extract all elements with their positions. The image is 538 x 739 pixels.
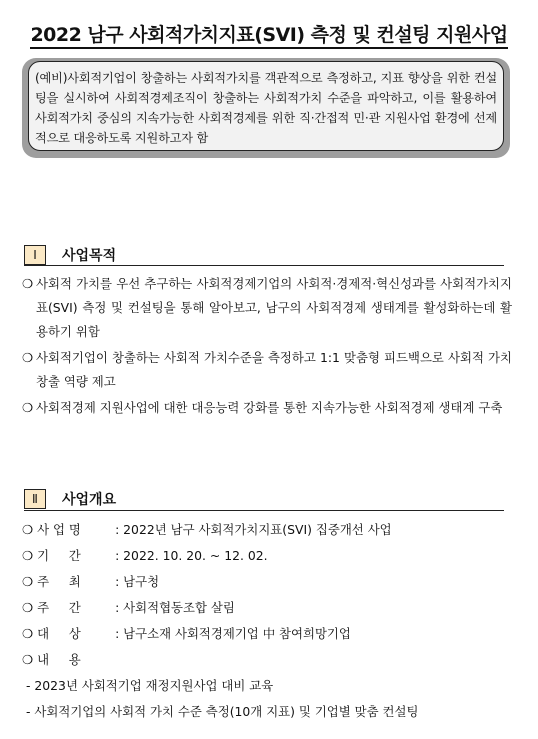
overview-value: : 2022. 10. 20. ~ 12. 02. (115, 548, 268, 563)
overview-key: 대 상 (37, 626, 81, 641)
circle-bullet-icon: ❍ (22, 626, 34, 641)
intro-box: (예비)사회적기업이 창출하는 사회적가치를 객관적으로 측정하고, 지표 향상을 위한 컨설팅을 실시하여 사회적경제조직이 창출하는 사회적가치 수준을 파악하고, 이를 활용하여 사회적가치 중심의 지속가능한 사회적경제를 위한 직·간접적 민·관 지원사업 환경에 선제적으로 대응하도록 지원하고자 함 (28, 61, 504, 151)
purpose-item: ❍ 사회적 가치를 우선 추구하는 사회적경제기업의 사회적·경제적·혁신성과를 사회적가치지표(SVI) 측정 및 컨설팅을 통해 알아보고, 남구의 사회적경제 생태계를 활성화하는데 활용하기 위함 (22, 272, 512, 344)
content-item: - 2023년 사회적기업 재정지원사업 대비 교육 (26, 678, 274, 693)
overview-value: : 사회적협동조합 살림 (115, 600, 235, 615)
overview-value: : 남구청 (115, 574, 160, 589)
overview-row (22, 624, 351, 644)
overview-row (22, 546, 268, 566)
overview-key: 주 최 (37, 574, 81, 589)
overview-value: : 2022년 남구 사회적가치지표(SVI) 집중개선 사업 (115, 522, 392, 537)
section-2-divider (24, 510, 504, 511)
section-1-header (24, 244, 116, 266)
overview-row (22, 572, 159, 592)
circle-bullet-icon: ❍ (22, 652, 34, 667)
overview-key: 내 용 (37, 652, 81, 667)
circle-bullet-icon: ❍ (22, 548, 34, 563)
page-title: 2022 남구 사회적가치지표(SVI) 측정 및 컨설팅 지원사업 (0, 20, 538, 47)
circle-bullet-icon: ❍ (22, 400, 34, 415)
overview-row (22, 520, 392, 540)
circle-bullet-icon: ❍ (22, 574, 34, 589)
content-item: - 사회적기업의 사회적 가치 수준 측정(10개 지표) 및 기업별 맞춤 컨설팅 (26, 704, 419, 719)
circle-bullet-icon: ❍ (22, 522, 34, 537)
section-1-divider (24, 265, 504, 266)
circle-bullet-icon: ❍ (22, 276, 34, 291)
overview-row (22, 598, 235, 618)
section-2-header (24, 488, 116, 510)
section-1-number: Ⅰ (24, 245, 46, 265)
section-1-title: 사업목적 (62, 248, 117, 264)
overview-key: 사 업 명 (37, 522, 81, 537)
section-2-title: 사업개요 (62, 492, 117, 508)
overview-value: : 남구소재 사회적경제기업 中 참여희망기업 (115, 626, 351, 641)
purpose-item: ❍ 사회적경제 지원사업에 대한 대응능력 강화를 통한 지속가능한 사회적경제 생태계 구축 (22, 396, 512, 420)
overview-row (22, 650, 115, 670)
overview-key: 기 간 (37, 548, 81, 563)
circle-bullet-icon: ❍ (22, 350, 34, 365)
purpose-item: ❍ 사회적기업이 창출하는 사회적 가치수준을 측정하고 1:1 맞춤형 피드백으로 사회적 가치 창출 역량 제고 (22, 346, 512, 394)
circle-bullet-icon: ❍ (22, 600, 34, 615)
overview-key: 주 간 (37, 600, 81, 615)
section-2-number: Ⅱ (24, 489, 46, 509)
